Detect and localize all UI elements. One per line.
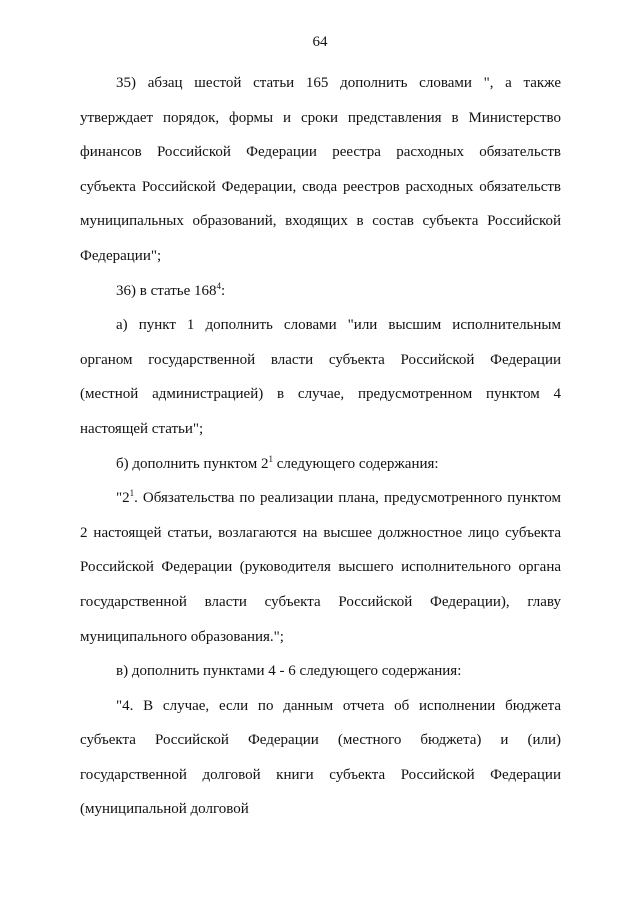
paragraph-text: б) дополнить пунктом 2 <box>116 455 269 472</box>
superscript: 4 <box>216 280 222 291</box>
superscript: 1 <box>129 488 135 499</box>
document-body <box>80 66 561 827</box>
paragraph-text: 36) в статье 168 <box>116 282 217 299</box>
paragraph-text: : <box>221 282 226 299</box>
paragraph-text: "2 <box>116 490 130 507</box>
paragraph-text: следующего содержания: <box>272 455 439 472</box>
page-number: 64 <box>312 34 328 50</box>
paragraph-text: . Обязательства по реализации плана, предусмотренного пунктом 2 настоящей статьи, возлагаются на высшее должностное лицо субъекта Российской Федерации (руководителя высшего исполнительного органа государственной власти субъекта Российской Федерации), главу муниципального образования."; <box>80 490 561 645</box>
paragraph-subitem-v: в) дополнить пунктами 4 - 6 следующего содержания: <box>116 663 462 680</box>
paragraph-subitem-a: а) пункт 1 дополнить словами "или высшим исполнительным органом государственной власти субъекта Российской Федерации (местной администрацией) в случае, предусмотренном пунктом 4 настоящей статьи"; <box>80 317 561 437</box>
paragraph-quote-4: "4. В случае, если по данным отчета об исполнении бюджета субъекта Российской Федерации (местного бюджета) и (или) государственной долговой книги субъекта Российской Федерации (муниципальной долговой <box>80 697 561 818</box>
paragraph-item-35: 35) абзац шестой статьи 165 дополнить словами ", а также утверждает порядок, формы и сроки представления в Министерство финансов Российской Федерации реестра расходных обязательств субъекта Российской Федерации, свода реестров расходных обязательств муниципальных образований, входящих в состав субъекта Российской Федерации"; <box>80 75 561 264</box>
paragraph-subitem-b <box>80 447 561 482</box>
paragraph-quote-2-1 <box>80 481 561 654</box>
paragraph-item-36 <box>80 274 561 309</box>
superscript: 1 <box>268 453 273 464</box>
